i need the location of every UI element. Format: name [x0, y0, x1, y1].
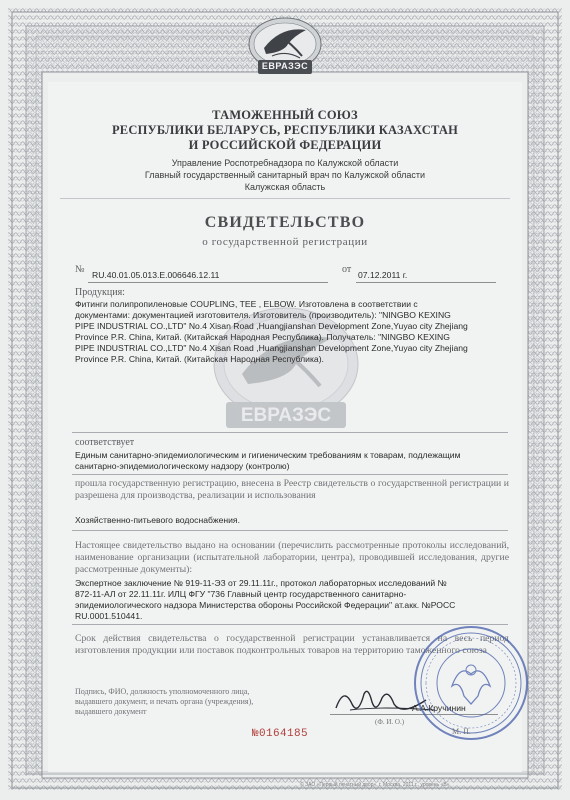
date-underline: [356, 282, 496, 283]
signature-caption-3: выдавшего документ: [75, 707, 147, 716]
validity-statement: Срок действия свидетельства о государственной регистрации устанавливается на весь период изготовления продукции или поставок подконтрольных товаров на территорию таможенного союза: [75, 633, 509, 656]
header-line-3: И РОССИЙСКОЙ ФЕДЕРАЦИИ: [188, 138, 382, 152]
registry-statement: прошла государственную регистрацию, внесена в Реестр свидетельств о государственной регистрации и разрешена для производства, реализации и использования: [75, 478, 509, 501]
serial-number: №0164185: [252, 728, 309, 740]
authority-line-1: Управление Роспотребнадзора по Калужской области: [171, 158, 399, 168]
signer-name: А.А.Кручинин: [412, 703, 466, 713]
product-line-3: PIPE INDUSTRIAL CO.,LTD" No.4 Xisan Road ,Huangjianshan Development Zone,Yuyao city Zhejiang: [75, 321, 468, 331]
product-rule: [72, 432, 508, 433]
certificate-title: СВИДЕТЕЛЬСТВО: [204, 214, 366, 231]
authority-line-2: Главный государственный санитарный врач по Калужской области: [144, 170, 426, 180]
authority-line-3: Калужская область: [244, 182, 326, 192]
basis-line-4: RU.0001.510441.: [75, 611, 143, 621]
number-underline: [88, 282, 328, 283]
official-stamp: [412, 624, 530, 742]
usage-rule: [72, 530, 508, 531]
stamp-place-note: М. П.: [452, 727, 471, 736]
header-line-1: ТАМОЖЕННЫЙ СОЮЗ: [212, 108, 358, 122]
date-label: от: [342, 264, 352, 275]
basis-line-2: 872-11-АЛ от 22.11.11г. ИЛЦ ФГУ "736 Главный центр государственного санитарно-: [75, 589, 407, 599]
product-line-1: Фитинги полипропиленовые COUPLING, TEE , ELBOW. Изготовлена в соответствии с: [75, 299, 418, 309]
compliance-line-2: санитарно-эпидемиологическому надзору (контролю): [75, 461, 290, 471]
basis-line-3: эпидемиологического надзора Министерства обороны Российской Федерации" ат.акк. №РОСС: [75, 600, 456, 610]
registration-number: RU.40.01.05.013.E.006646.12.11: [92, 270, 220, 280]
signature-caption-2: выдавшего документ, и печать органа (учреждения),: [75, 697, 254, 706]
basis-line-1: Экспертное заключение № 919-11-ЭЗ от 29.11.11г., протокол лабораторных исследований №: [75, 578, 447, 588]
product-line-4: Province P.R. China, Китай. (Китайская Народная Республика). Получатель: "NINGBO KEXING: [75, 332, 450, 342]
registration-date: 07.12.2011 г.: [358, 270, 408, 280]
header-line-2: РЕСПУБЛИКИ БЕЛАРУСЬ, РЕСПУБЛИКИ КАЗАХСТАН: [111, 123, 459, 137]
eurasec-emblem: [236, 14, 334, 80]
basis-statement: Настоящее свидетельство выдано на основании (перечислить рассмотренные протоколы исследований, наименование организации (испытательной лаборатории, центра), проводившей исследования, другие рассмотренные документы):: [75, 540, 509, 575]
emblem-text: ЕВРАЗЭС: [261, 61, 309, 71]
compliance-rule: [72, 474, 508, 475]
signature-caption-1: Подпись, ФИО, должность уполномоченного лица,: [75, 687, 250, 696]
product-label: Продукция:: [75, 287, 125, 298]
compliance-label: соответствует: [75, 437, 135, 448]
fio-note: (Ф. И. О.): [375, 718, 405, 726]
watermark-text: ЕВРАЗЭС: [240, 405, 332, 426]
product-line-5: PIPE INDUSTRIAL CO.,LTD" No.4 Xisan Road ,Huangjianshan Development Zone,Yuyao city Zhejiang: [75, 343, 468, 353]
certificate-subtitle: о государственной регистрации: [202, 236, 368, 248]
compliance-line-1: Единым санитарно-эпидемиологическим и гигиеническим требованиям к товарам, подлежащим: [75, 450, 461, 460]
number-label: №: [75, 264, 85, 275]
product-line-6: Province P.R. China, Китай. (Китайская Народная Республика).: [75, 354, 324, 364]
authority-rule: [60, 198, 510, 199]
usage-scope: Хозяйственно-питьевого водоснабжения.: [75, 515, 240, 525]
printer-imprint: © ЗАО «Первый печатный двор», г. Москва, 2011 г., уровень «В»: [300, 782, 450, 788]
product-line-2: документами: документацией изготовителя. Изготовитель (производитель): "NINGBO KEXING: [75, 310, 451, 320]
